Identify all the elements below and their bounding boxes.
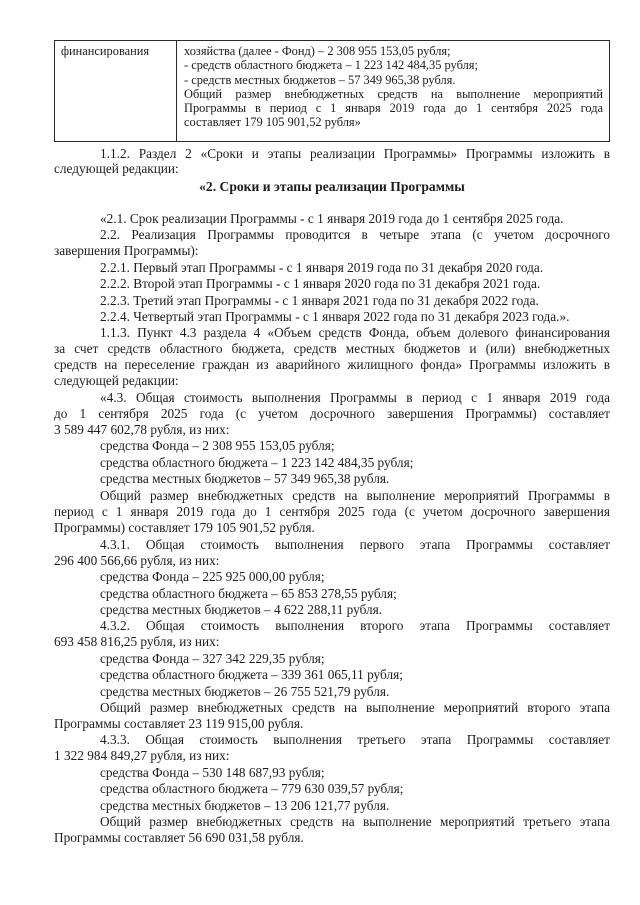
table-line: составляет 179 105 901,52 рубля» bbox=[184, 115, 361, 130]
table-cell-label: финансирования bbox=[55, 41, 177, 141]
table-line: - средств областного бюджета – 1 223 142 484,35 рубля; bbox=[184, 58, 478, 73]
table-line: Программы в период с 1 января 2019 года до 1 сентября 2025 года bbox=[184, 101, 603, 116]
text-line: средства местных бюджетов – 13 206 121,77 рубля. bbox=[100, 798, 390, 813]
text-line: 1.1.3. Пункт 4.3 раздела 4 «Объем средств Фонда, объем долевого финансирования bbox=[100, 325, 610, 340]
text-line: 4.3.3. Общая стоимость выполнения третьего этапа Программы составляет bbox=[100, 732, 610, 747]
text-line: 2.2.2. Второй этап Программы - с 1 января 2020 года по 31 декабря 2021 года. bbox=[100, 276, 541, 291]
section-heading: «2. Сроки и этапы реализации Программы bbox=[199, 179, 465, 194]
text-line: за счет средств областного бюджета, средств местных бюджетов и (или) внебюджетных bbox=[54, 341, 610, 356]
table-cell-content bbox=[178, 41, 609, 130]
text-line: средств на переселение граждан из аварийного жилищного фонда» Программы изложить в bbox=[54, 357, 610, 372]
text-line: средства Фонда – 327 342 229,35 рубля; bbox=[100, 651, 325, 666]
text-line: средства областного бюджета – 1 223 142 484,35 рубля; bbox=[100, 455, 414, 470]
text-line: средства местных бюджетов – 57 349 965,38 рубля. bbox=[100, 471, 390, 486]
text-line: средства областного бюджета – 779 630 039,57 рубля; bbox=[100, 781, 404, 796]
text-line: Программы составляет 56 690 031,58 рубля. bbox=[54, 830, 304, 845]
funding-table-fragment bbox=[54, 40, 610, 142]
text-line: «2.1. Срок реализации Программы - с 1 января 2019 года до 1 сентября 2025 года. bbox=[100, 211, 564, 226]
text-line: 4.3.2. Общая стоимость выполнения второго этапа Программы составляет bbox=[100, 618, 610, 633]
text-line: 4.3.1. Общая стоимость выполнения первого этапа Программы составляет bbox=[100, 537, 610, 552]
text-line: завершения Программы): bbox=[54, 243, 199, 258]
table-line: - средств местных бюджетов – 57 349 965,38 рубля. bbox=[184, 72, 456, 87]
text-line: средства местных бюджетов – 26 755 521,79 рубля. bbox=[100, 684, 390, 699]
table-line: хозяйства (далее - Фонд) – 2 308 955 153,05 рубля; bbox=[184, 44, 451, 58]
text-line: средства Фонда – 225 925 000,00 рубля; bbox=[100, 569, 325, 584]
text-line: Общий размер внебюджетных средств на выполнение мероприятий второго этапа bbox=[100, 700, 610, 715]
text-line: 3 589 447 602,78 рубля, из них: bbox=[54, 422, 230, 437]
text-line: следующей редакции: bbox=[54, 373, 179, 388]
text-line: 2.2.4. Четвертый этап Программы - с 1 января 2022 года по 31 декабря 2023 года.». bbox=[100, 309, 570, 324]
text-line: «4.3. Общая стоимость выполнения Программы в период с 1 января 2019 года bbox=[100, 390, 610, 405]
text-line: средства Фонда – 530 148 687,93 рубля; bbox=[100, 765, 325, 780]
text-line: средства областного бюджета – 65 853 278,55 рубля; bbox=[100, 586, 397, 601]
text-line: до 1 сентября 2025 года (с учетом досрочного завершения Программы) составляет bbox=[54, 406, 610, 421]
text-line: 2.2.1. Первый этап Программы - с 1 января 2019 года по 31 декабря 2020 года. bbox=[100, 260, 544, 275]
text-line: 693 458 816,25 рубля, из них: bbox=[54, 634, 220, 649]
text-line: Программы) составляет 179 105 901,52 рубля. bbox=[54, 520, 315, 535]
text-line: Общий размер внебюджетных средств на выполнение мероприятий Программы в bbox=[100, 488, 610, 503]
text-line: Общий размер внебюджетных средств на выполнение мероприятий третьего этапа bbox=[100, 814, 610, 829]
text-line: 2.2.3. Третий этап Программы - с 1 января 2021 года по 31 декабря 2022 года. bbox=[100, 293, 539, 308]
text-line: средства областного бюджета – 339 361 065,11 рубля; bbox=[100, 667, 403, 682]
text-line: 1.1.2. Раздел 2 «Сроки и этапы реализации Программы» Программы изложить в bbox=[100, 146, 610, 161]
text-line: средства местных бюджетов – 4 622 288,11 рубля. bbox=[100, 602, 383, 617]
text-line: средства Фонда – 2 308 955 153,05 рубля; bbox=[100, 438, 335, 453]
table-line: Общий размер внебюджетных средств на выполнение мероприятий bbox=[184, 86, 603, 101]
text-line: период с 1 января 2019 года до 1 сентября 2025 года (с учетом досрочного завершения bbox=[54, 504, 610, 519]
text-line: 296 400 566,66 рубля, из них: bbox=[54, 553, 220, 568]
text-line: следующей редакции: bbox=[54, 161, 179, 176]
text-line: Программы составляет 23 119 915,00 рубля. bbox=[54, 716, 304, 731]
text-line: 1 322 984 849,27 рубля, из них: bbox=[54, 748, 230, 763]
text-line: 2.2. Реализация Программы проводится в четыре этапа (с учетом досрочного bbox=[100, 227, 610, 242]
